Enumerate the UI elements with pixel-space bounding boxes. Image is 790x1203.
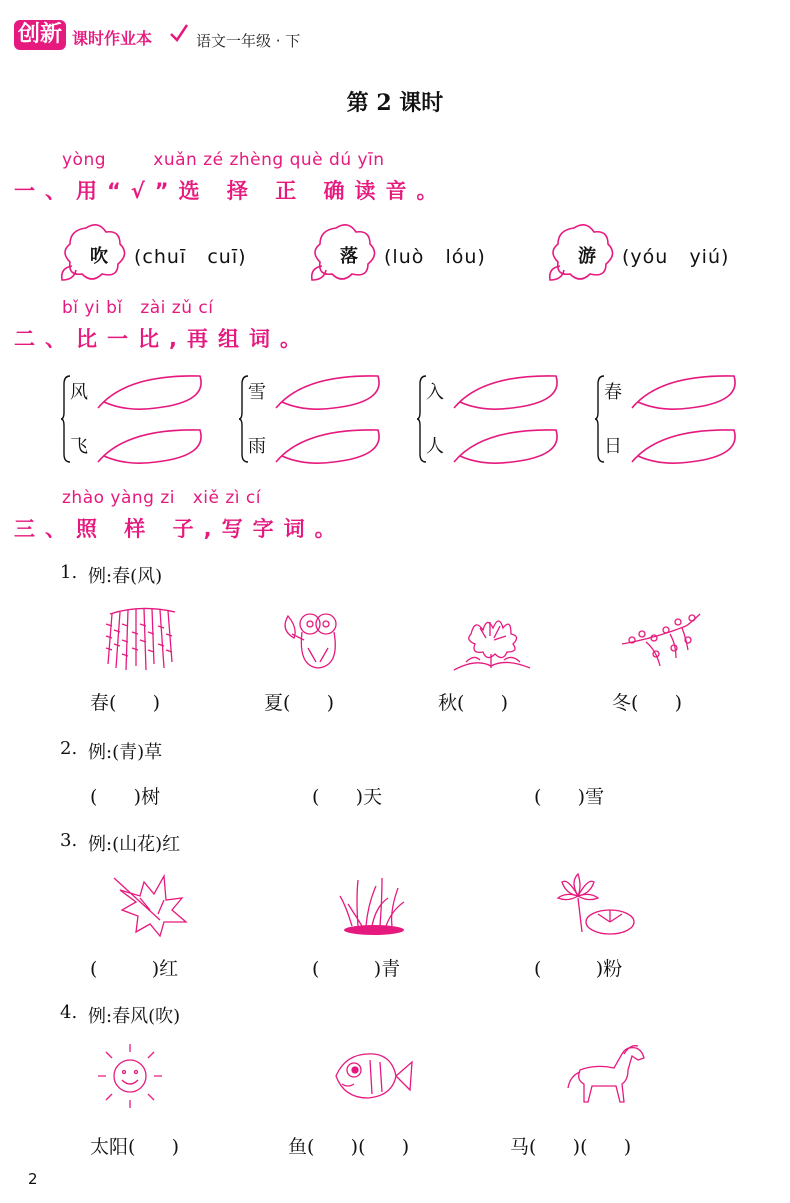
pinyin-options[interactable]: (chuī cuī) [134,246,247,268]
leaf-answer-box[interactable] [630,426,742,466]
pair-character: 飞 [70,436,88,457]
pair-character: 雨 [248,436,266,457]
leaf-answer-box[interactable] [96,372,208,412]
leaf-answer-box[interactable] [630,372,742,412]
pinyin-options[interactable]: (yóu yiú) [622,246,730,268]
pair-character: 人 [426,436,444,457]
page-number: 2 [28,1170,38,1188]
fill-blank[interactable]: 秋( ) [438,692,509,714]
fish-icon [326,1040,416,1110]
fill-blank[interactable]: 马( )( ) [510,1136,632,1158]
checkmark-icon [168,22,190,44]
pinyin-options[interactable]: (luò lóu) [384,246,486,268]
fill-blank[interactable]: 太阳( ) [90,1136,180,1158]
pair-character: 雪 [248,382,266,403]
willow-tree-icon [100,604,190,674]
item-example: 例:(山花)红 [88,834,181,855]
section1-pinyin: yòng xuǎn zé zhèng què dú yīn [62,150,385,170]
fill-blank[interactable]: ( )青 [312,958,401,980]
sun-icon [90,1040,180,1110]
item-number: 2. [60,738,78,759]
lotus-icon [548,870,638,940]
brand-logo: 创新 [14,20,66,50]
item-number: 3. [60,830,78,851]
brand-subtitle: 课时作业本 [72,29,153,48]
leaf-answer-box[interactable] [452,426,564,466]
pair-character: 日 [604,436,622,457]
subject-label: 语文一年级 · 下 [196,32,301,50]
flower-character: 游 [578,246,596,267]
leaf-answer-box[interactable] [96,426,208,466]
item-example: 例:春(风) [88,566,163,587]
section3-pinyin: zhào yàng zi xiě zì cí [62,488,261,508]
horse-icon [562,1040,652,1110]
item-number: 4. [60,1002,78,1023]
fill-blank[interactable]: 鱼( )( ) [288,1136,410,1158]
fill-blank[interactable]: 冬( ) [612,692,683,714]
maple-leaf-icon [110,870,200,940]
flower-character: 吹 [90,246,108,267]
leaf-answer-box[interactable] [452,372,564,412]
plum-blossom-icon [616,604,706,674]
section2-pinyin: bǐ yi bǐ zài zǔ cí [62,298,214,318]
fill-blank[interactable]: 夏( ) [264,692,335,714]
section1-title: 一、用“√”选 择 正 确读音。 [14,179,448,203]
pair-character: 春 [604,382,622,403]
fill-blank[interactable]: ( )红 [90,958,179,980]
fill-blank[interactable]: ( )雪 [534,786,605,808]
section3-title: 三、照 样 子,写字词。 [14,517,346,541]
frog-icon [270,604,360,674]
fill-blank[interactable]: ( )天 [312,786,383,808]
chrysanthemum-icon [446,604,536,674]
flower-character: 落 [340,246,358,267]
fill-blank[interactable]: ( )粉 [534,958,623,980]
pair-character: 风 [70,382,88,403]
fill-blank[interactable]: ( )树 [90,786,161,808]
leaf-answer-box[interactable] [274,372,386,412]
item-number: 1. [60,562,78,583]
section2-title: 二、比一比,再组词。 [14,327,311,351]
item-example: 例:(青)草 [88,742,163,763]
fill-blank[interactable]: 春( ) [90,692,161,714]
lesson-title: 第 2 课时 [346,90,444,116]
pair-character: 入 [426,382,444,403]
item-example: 例:春风(吹) [88,1006,181,1027]
leaf-answer-box[interactable] [274,426,386,466]
grass-icon [332,870,422,940]
